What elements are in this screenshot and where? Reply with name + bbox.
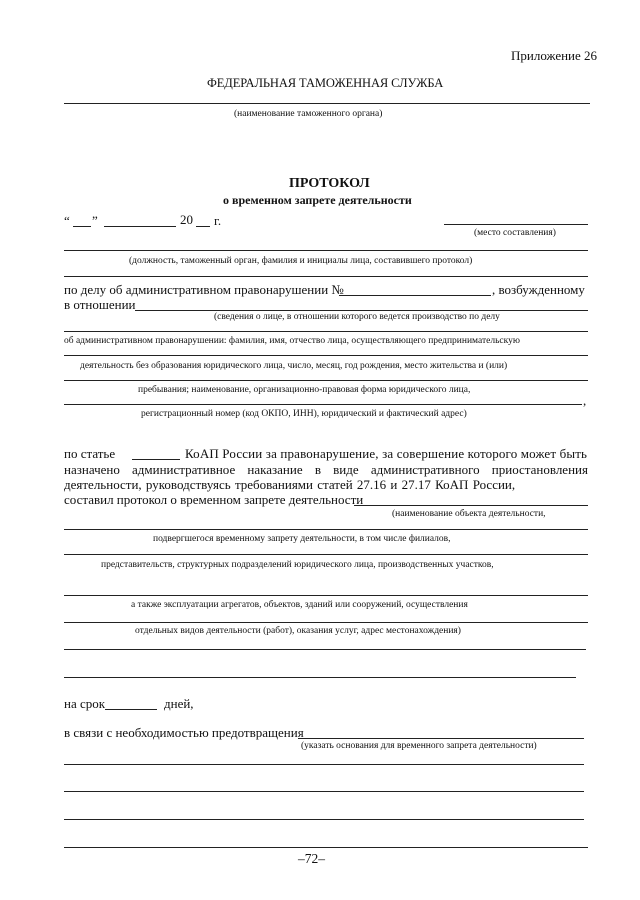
year-prefix: 20	[180, 212, 193, 227]
reason-label: в связи с необходимостью предотвращения	[64, 725, 304, 740]
document-title: ПРОТОКОЛ	[289, 176, 370, 191]
term-days-label: дней,	[164, 696, 194, 711]
object-caption-2: подвергшегося временному запрету деятельности, в том числе филиалов,	[153, 534, 451, 544]
object-line-3[interactable]	[64, 554, 588, 555]
agency-name: ФЕДЕРАЛЬНАЯ ТАМОЖЕННАЯ СЛУЖБА	[207, 76, 444, 90]
object-line-5[interactable]	[64, 622, 588, 623]
person-line-2[interactable]	[64, 331, 588, 332]
year-suffix: г.	[214, 213, 222, 228]
person-caption-5: регистрационный номер (код ОКПО, ИНН), юридический и фактический адрес)	[141, 409, 467, 419]
article-word: назначено	[64, 462, 120, 477]
object-line[interactable]	[354, 505, 588, 506]
article-label: по статье	[64, 446, 116, 461]
reason-line-5[interactable]	[64, 847, 588, 848]
article-word: наказание	[247, 462, 303, 477]
appendix-label: Приложение 26	[511, 48, 598, 63]
object-caption-5: отдельных видов деятельности (работ), оказания услуг, адрес местонахождения)	[135, 626, 461, 636]
article-text-3: деятельности, руководствуясь требованиями статей 27.16 и 27.17 КоАП России,	[64, 477, 516, 492]
object-caption-1: (наименование объекта деятельности,	[392, 509, 546, 519]
place-line[interactable]	[444, 224, 588, 225]
reason-line-2[interactable]	[64, 764, 584, 765]
official-line-2[interactable]	[64, 276, 588, 277]
person-line-4[interactable]	[64, 380, 588, 381]
case-number-label: по делу об административном правонарушении №	[64, 282, 344, 297]
person-caption-2: об административном правонарушении: фамилия, имя, отчество лица, осуществляющего предпринимательскую	[64, 336, 520, 346]
place-caption: (место составления)	[474, 228, 556, 238]
org-line[interactable]	[64, 103, 590, 104]
document-subtitle: о временном запрете деятельности	[223, 193, 412, 207]
org-caption: (наименование таможенного органа)	[234, 109, 383, 119]
person-caption-1: (сведения о лице, в отношении которого ведется производство по делу	[214, 312, 500, 322]
person-line[interactable]	[135, 310, 588, 311]
reason-line-4[interactable]	[64, 819, 584, 820]
article-text-2	[64, 463, 588, 476]
reason-line[interactable]	[298, 738, 584, 739]
article-blank[interactable]	[132, 459, 180, 460]
object-line-7[interactable]	[64, 677, 576, 678]
article-text-4: составил протокол о временном запрете деятельности	[64, 492, 364, 507]
person-line-comma: ,	[583, 393, 587, 408]
reason-caption: (указать основания для временного запрета деятельности)	[301, 741, 537, 751]
article-word: виде	[333, 462, 359, 477]
month-blank[interactable]	[104, 226, 176, 227]
page-number: –72–	[298, 851, 325, 866]
in-respect-label: в отношении	[64, 297, 136, 312]
article-word: приостановления	[491, 462, 588, 477]
article-word: в	[314, 462, 321, 477]
person-line-5[interactable]	[64, 404, 582, 405]
article-word: административного	[370, 462, 480, 477]
term-label: на срок	[64, 696, 106, 711]
date-open-quote: “	[64, 213, 70, 228]
official-caption: (должность, таможенный орган, фамилия и инициалы лица, составившего протокол)	[129, 256, 473, 266]
article-text-1: КоАП России за правонарушение, за совершение которого может быть	[185, 446, 588, 461]
reason-line-3[interactable]	[64, 791, 584, 792]
official-line[interactable]	[64, 250, 588, 251]
case-number-blank[interactable]	[339, 295, 491, 296]
date-close-quote: ”	[92, 213, 98, 228]
person-caption-3: деятельность без образования юридического лица, число, месяц, год рождения, место жительства и (или)	[80, 361, 508, 371]
term-blank[interactable]	[105, 709, 157, 710]
object-line-4[interactable]	[64, 595, 588, 596]
object-caption-4: а также эксплуатации агрегатов, объектов, зданий или сооружений, осуществления	[131, 600, 468, 610]
object-caption-3: представительств, структурных подразделений юридического лица, производственных участков,	[101, 560, 494, 570]
case-initiated-label: , возбужденному	[492, 282, 585, 297]
person-line-3[interactable]	[64, 355, 588, 356]
person-caption-4: пребывания; наименование, организационно-правовая форма юридического лица,	[138, 385, 471, 395]
object-line-2[interactable]	[64, 529, 588, 530]
year-blank[interactable]	[196, 226, 210, 227]
day-blank[interactable]	[73, 226, 91, 227]
object-line-6[interactable]	[64, 649, 586, 650]
article-word: административное	[132, 462, 236, 477]
